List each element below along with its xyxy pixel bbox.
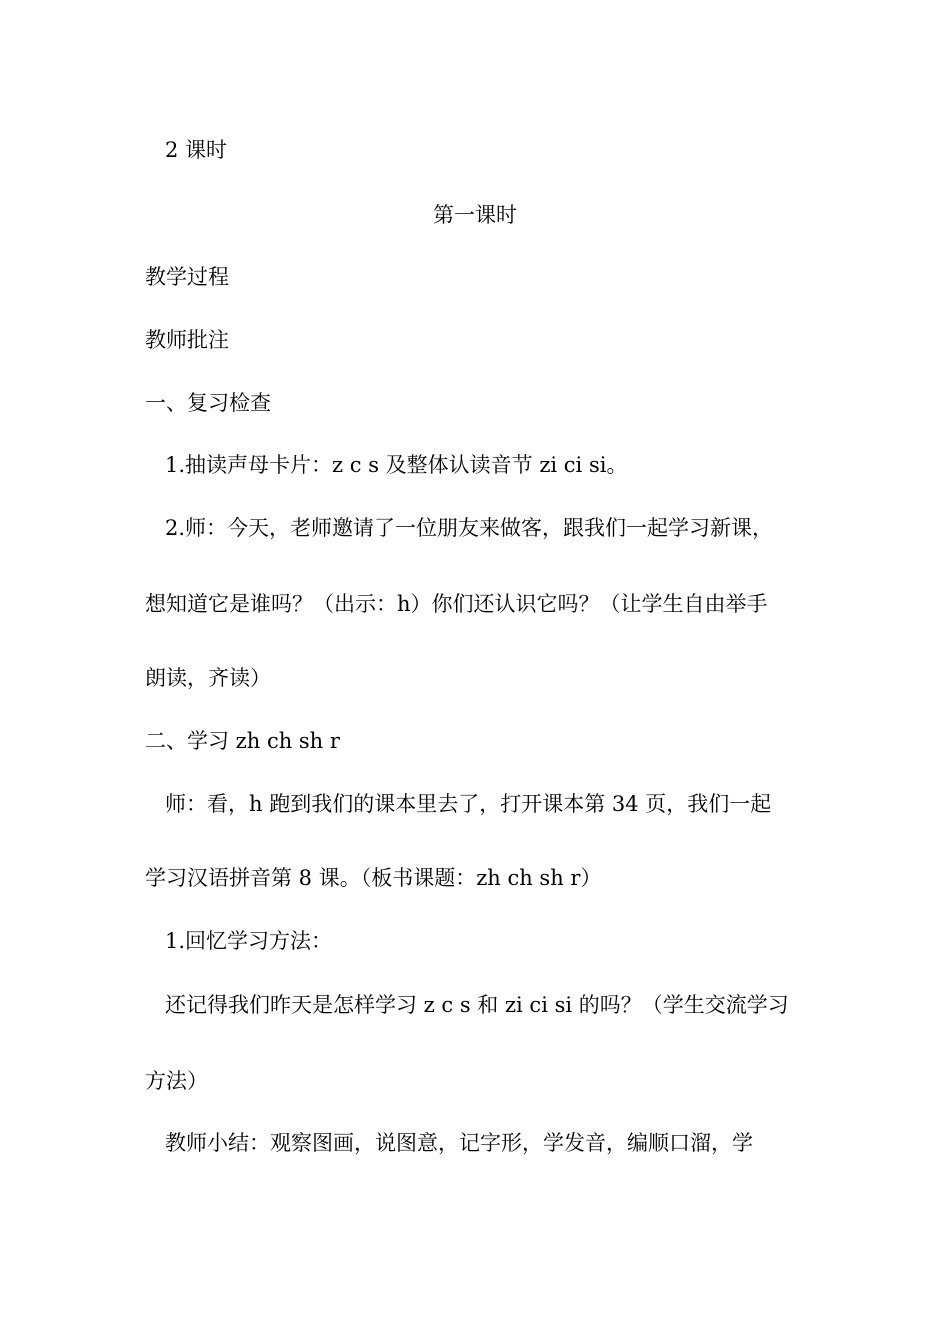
section-title: 第一课时 [433,203,517,227]
lesson-count: 2 课时 [165,138,228,162]
part2-para1-line2: 学习汉语拼音第 8 课。（板书课题：zh ch sh r） [145,866,602,890]
part1-item2-line1: 2.师：今天，老师邀请了一位朋友来做客，跟我们一起学习新课， [165,516,774,540]
part2-title: 二、学习 zh ch sh r [145,729,340,753]
part2-para1-line1: 师：看，h 跑到我们的课本里去了，打开课本第 34 页，我们一起 [165,792,772,816]
part1-item1: 1.抽读声母卡片：z c s 及整体认读音节 zi ci si。 [165,453,628,477]
part2-item1: 1.回忆学习方法： [165,929,333,953]
part2-para2-line1: 还记得我们昨天是怎样学习 z c s 和 zi ci si 的吗？（学生交流学习 [165,993,789,1017]
part1-title: 一、复习检查 [145,391,271,415]
part2-para3-line1: 教师小结：观察图画，说图意，记字形，学发音，编顺口溜，学 [165,1131,753,1155]
part1-item2-line3: 朗读，齐读） [145,666,271,690]
heading-teacher-notes: 教师批注 [145,328,229,352]
part2-para2-line2: 方法） [145,1069,208,1093]
heading-teaching-process: 教学过程 [145,265,229,289]
part1-item2-line2: 想知道它是谁吗？（出示：h）你们还认识它吗？（让学生自由举手 [145,592,768,616]
